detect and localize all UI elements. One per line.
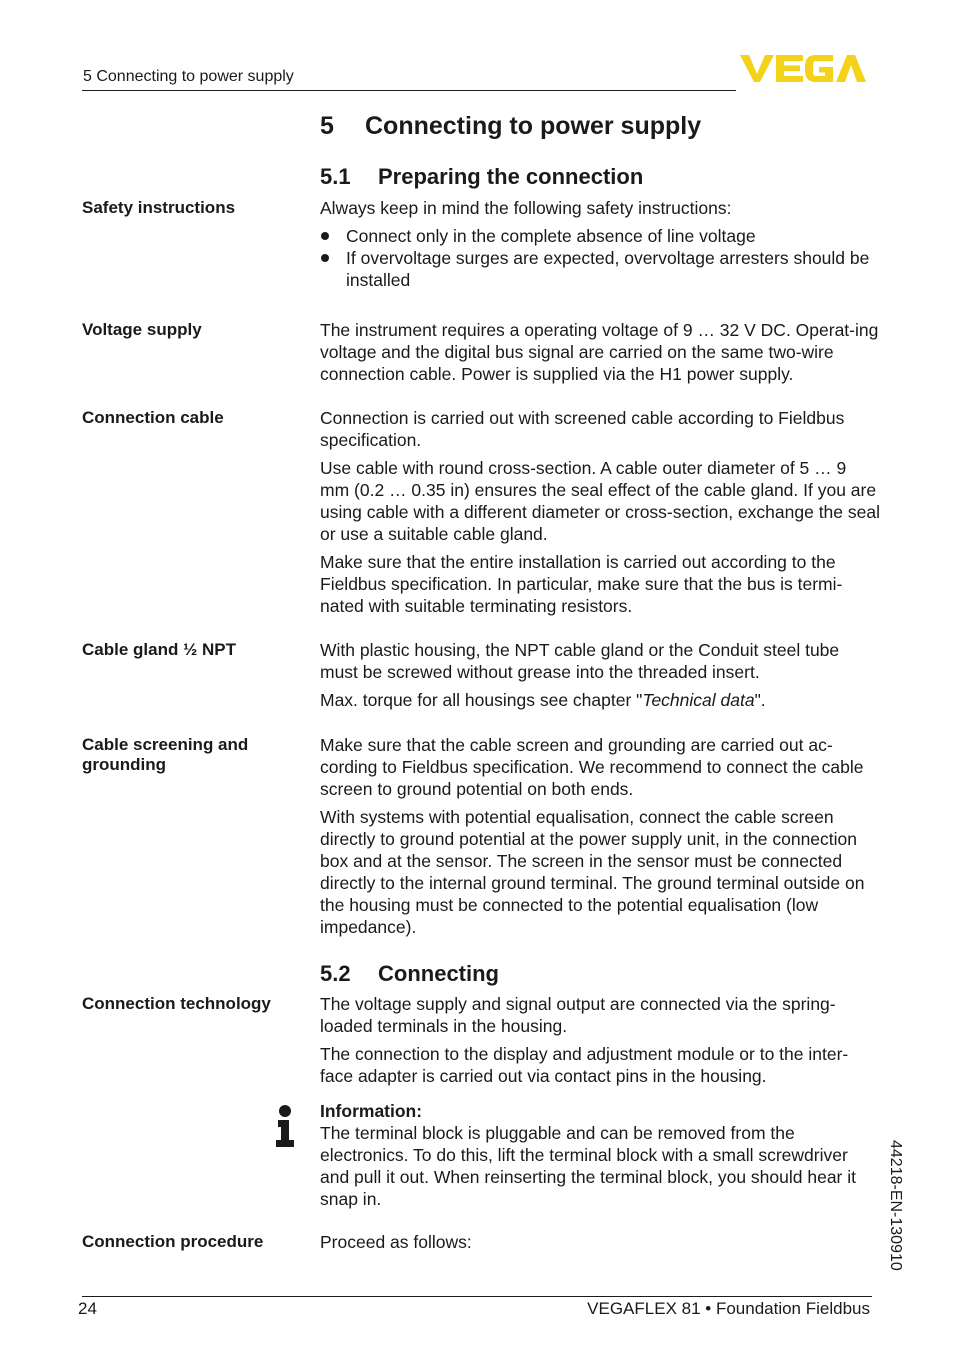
section-heading-5-2	[320, 961, 499, 987]
paragraph: Use cable with round cross-section. A cable outer diameter of 5 … 9 mm (0.2 … 0.35 in) ensures the seal effect of the cable gland. If you are using cable with a different diameter or cross-section, exchange the seal or use a suitable cable gland.	[320, 458, 880, 544]
gland-block	[320, 639, 880, 711]
chapter-number: 5	[320, 112, 334, 140]
text-run: ".	[754, 690, 766, 710]
section-title: Preparing the connection	[378, 164, 644, 189]
paragraph	[320, 689, 880, 711]
section-number: 5.1	[320, 164, 351, 189]
margin-label-gland: Cable gland ½ NPT	[82, 640, 236, 659]
paragraph: With plastic housing, the NPT cable gland or the Conduit steel tube must be screwed without grease into the threaded insert.	[320, 640, 840, 682]
bullet-item: Connect only in the complete absence of line voltage	[320, 225, 880, 247]
paragraph: Make sure that the cable screen and grounding are carried out ac-cording to Fieldbus specification. We recommend to connect the cable screen to ground potential on both ends.	[320, 735, 864, 799]
safety-block	[320, 197, 880, 291]
document-code: 44218-EN-130910	[887, 1140, 904, 1271]
information-title: Information:	[320, 1101, 423, 1121]
info-icon	[274, 1104, 296, 1148]
section-number: 5.2	[320, 961, 351, 986]
section-title: Connecting	[378, 961, 499, 986]
text-run: Max. torque for all housings see chapter "	[320, 690, 643, 710]
margin-label-technology: Connection technology	[82, 994, 271, 1013]
page-number: 24	[78, 1299, 97, 1318]
margin-label-safety: Safety instructions	[82, 198, 236, 217]
running-header: 5 Connecting to power supply	[83, 68, 294, 85]
technology-block	[320, 993, 880, 1087]
voltage-text	[320, 319, 880, 385]
margin-label-voltage: Voltage supply	[82, 320, 202, 339]
bullet-item: If overvoltage surges are expected, overvoltage arresters should be installed	[320, 247, 880, 291]
paragraph: Proceed as follows:	[320, 1232, 472, 1252]
margin-label-screening: Cable screening and grounding	[82, 735, 249, 774]
cable-block	[320, 407, 880, 617]
paragraph: The instrument requires a operating voltage of 9 … 32 V DC. Operat-ing voltage and the digital bus signal are carried on the same two-wire connection cable. Power is supplied via the H1 power supply.	[320, 320, 879, 384]
margin-label-cable: Connection cable	[82, 408, 224, 427]
screening-block	[320, 734, 880, 938]
cross-reference: Technical data	[642, 690, 755, 710]
paragraph: Make sure that the entire installation is carried out according to the Fieldbus specification. In particular, make sure that the bus is termi-nated with suitable terminating resistors.	[320, 552, 843, 616]
margin-label-procedure: Connection procedure	[82, 1232, 264, 1251]
paragraph: Connection is carried out with screened cable according to Fieldbus specification.	[320, 408, 845, 450]
chapter-heading	[320, 112, 701, 141]
information-text: The terminal block is pluggable and can be removed from the electronics. To do this, lift the terminal block with a small screwdriver and pull it out. When reinserting the terminal block, you should hear it snap in.	[320, 1123, 856, 1209]
footer-rule	[82, 1296, 872, 1297]
information-block	[320, 1100, 880, 1210]
header-rule	[82, 90, 736, 91]
paragraph: The connection to the display and adjustment module or to the inter-face adapter is carried out via contact pins in the housing.	[320, 1044, 849, 1086]
section-heading-5-1	[320, 164, 643, 190]
footer-product: VEGAFLEX 81 • Foundation Fieldbus	[587, 1299, 870, 1318]
paragraph: The voltage supply and signal output are connected via the spring-loaded terminals in the housing.	[320, 994, 836, 1036]
safety-intro: Always keep in mind the following safety instructions:	[320, 198, 732, 218]
vega-logo	[740, 52, 873, 84]
paragraph: With systems with potential equalisation, connect the cable screen directly to ground potential at the power supply unit, in the connection box and at the sensor. The screen in the sensor must be connected directly to the internal ground terminal. The ground terminal outside on the housing must be connected to the potential equalisation (low impedance).	[320, 807, 865, 937]
procedure-text	[320, 1231, 880, 1253]
chapter-title: Connecting to power supply	[365, 112, 702, 140]
